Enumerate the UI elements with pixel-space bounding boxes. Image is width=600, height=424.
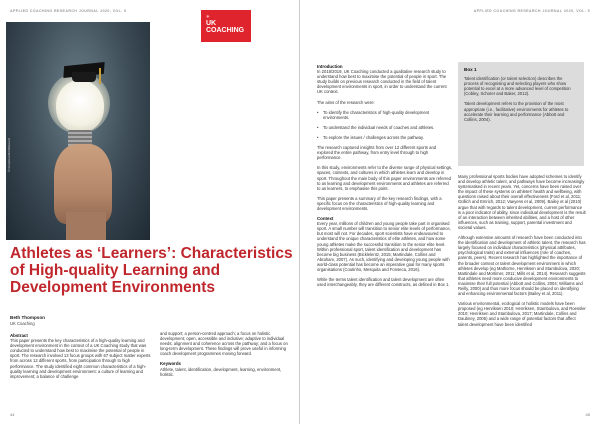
running-head-right: APPLIED COACHING RESEARCH JOURNAL 2020, VOL. 5	[473, 9, 590, 13]
abstract-text-1: This paper presents the key characteristics of a high-quality learning and development environment in the context of a UK Coaching study that was conducted to understand how best to maximise the potential of people in sport. The research involved 13 focus groups with 67 subject matter experts from across 12 different sports, from participation through to high performance. The study identified eight common characteristics of a high-quality learning and development environment: a culture of learning and improvement; a balance of challenge	[10, 338, 151, 379]
author-name: Beth Thompson	[10, 315, 45, 320]
box-1-text-2: Talent development refers to the provision of the most appropriate (i.e., facilitative) environments for athletes to accelerate their learning and performance (Abbott and Collins, 2004).	[464, 101, 569, 122]
box-1-heading: Box 1	[464, 67, 477, 72]
photo-credit: © iStockphoto/Mott/Wirestock	[8, 137, 11, 172]
intro-text-4: This paper presents a summary of the key research findings, with a specific focus on the characteristics of high-quality learning and development environments.	[317, 195, 442, 211]
keywords-heading: Keywords	[160, 361, 181, 367]
body-text-3: Various environmental, ecological or holistic models have been proposed (eg Henriksen 2010; Henriksen, Stambulova, and Roessler 2010; Henriksen and Stambulova, 2017; Martindale, Collins and Daubney, 2005) and a wide range of potential factors that affect talent development have been identified	[458, 301, 586, 327]
uk-coaching-logo	[201, 10, 251, 42]
body-text-1: Many professional sports bodies have adopted schemes to identify and develop athletic talent, and pathways have become increasingly systematised in recent years. Yet, concerns have been raised over the impact of these systems on athletes' health and wellbeing, with questions raised about their overall effectiveness (Ford et al, 2011; Güllich and Emrich, 2012; Vaeyens et al, 2009). Bailey et al (2010) argue that with regards to talent development, current performance is a poor indicator of ability, since individual development is the result of an interaction between inherited abilities, and a host of other influences, such as training, support, parental investment and societal values.	[458, 174, 586, 230]
abstract-continued-column	[160, 331, 292, 382]
running-head-left: APPLIED COACHING RESEARCH JOURNAL 2020, VOL. 5	[10, 9, 127, 13]
context-text-1: Every year, millions of children and young people take part in organised sport. A small number will transition to senior elite levels of performance, but most will not. For decades, sport scientists have endeavoured to understand the unique characteristics of elite athletes, and how some young athletes make the successful transition to the senior elite level. Within professional sport, talent identification and development has become big business (Bicklelentz, 2015; Martindale, Collins and Abraham, 2007). As such, identifying and developing young people with world-class potential has become an imperative goal for many sports organisations (Coutinho, Mesquita and Fonseca, 2016).	[317, 221, 451, 272]
intro-column	[317, 62, 453, 292]
intro-heading: Introduction	[317, 64, 343, 69]
author-affiliation: UK Coaching	[10, 321, 35, 326]
intro-text-3: In this study, environments refer to the diverse range of physical settings, spaces, contexts, and cultures in which athletes learn and develop in sport. Throughout the main body of this paper environments are referred to as learning and development environments and athletes are referred to as learners, to emphasise this point.	[317, 165, 453, 191]
right-page	[300, 0, 600, 424]
box-1-text-1: Talent identification (or talent selection) describes the process of recognising and selecting players who show potential to excel at a more advanced level of competition (Cobley, Schorer and Baker, 2012).	[464, 76, 571, 97]
list-item: • To identify the characteristics of high-quality development environments.	[317, 110, 453, 120]
intro-text-1: In 2018/2019, UK Coaching conducted a qualitative research study to understand how best to maximise the potential of people in sport. The study builds on previous research conducted in the field of talent development environments in sport, in order to understand the current UK context.	[317, 69, 447, 95]
abstract-text-2: and support; a person-centred approach; a focus on holistic development; open, accessible and inclusive; adaptive to individual needs; alignment and coherence across the pathway; and a focus on long-term development. These findings will prove useful in informing coach development programmes moving forward.	[160, 331, 288, 357]
abstract-column	[10, 331, 153, 384]
context-text-2: While the terms talent identification and talent development are often used interchangeably, they are different constructs, as defined in Box 1.	[317, 277, 450, 288]
page-number-right: 45	[585, 412, 590, 417]
lightbulb-image	[56, 80, 104, 132]
box-1	[458, 62, 584, 166]
body-text-2: Although extensive amounts of research have been conducted into the identification and development of athletic talent, the research has largely focused on individual characteristics (physical attributes, psychological traits) and external influences (role of coaches, parents, peers). Recent research has highlighted the importance of the broader context or talent development environment in which athletes develop (eg Mathorne, Henriksen and Stambulova, 2020; Martindale and Mortimer, 2011; Mills et al, 2014). Research suggests that athletes need more conducive development environments to maximise their full potential (Abbott and Collins, 2004; Williams and Reilly, 2000) and thus more focus should be placed on identifying and enhancing environmental factors (Bailey et al, 2011).	[458, 235, 586, 297]
right-body-column	[458, 174, 586, 332]
keywords-text: Athlete, talent, identification, development, learning, environment, holistic.	[160, 366, 282, 377]
list-item: • To explore the issues / challenges across the pathway.	[317, 135, 453, 140]
logo-mark-icon: ✳	[206, 14, 211, 19]
abstract-heading: Abstract	[10, 333, 28, 338]
page-number-left: 44	[10, 412, 15, 417]
aims-lead: The aims of the research were:	[317, 99, 375, 105]
aims-list	[317, 110, 453, 140]
article-title: Athletes as ‘Learners’: Characteristics of High-quality Learning and Development Environments	[10, 245, 293, 296]
context-heading: Context	[317, 216, 334, 222]
intro-text-2: The research captured insights from over 12 different sports and explored the entire pathway, from entry level through to high performance.	[317, 145, 437, 161]
logo-text-uk: UK	[206, 20, 217, 27]
logo-text-coaching: COACHING	[206, 27, 245, 34]
hero-photo	[6, 22, 150, 240]
list-item: • To understand the individual needs of coaches and athletes.	[317, 125, 453, 130]
